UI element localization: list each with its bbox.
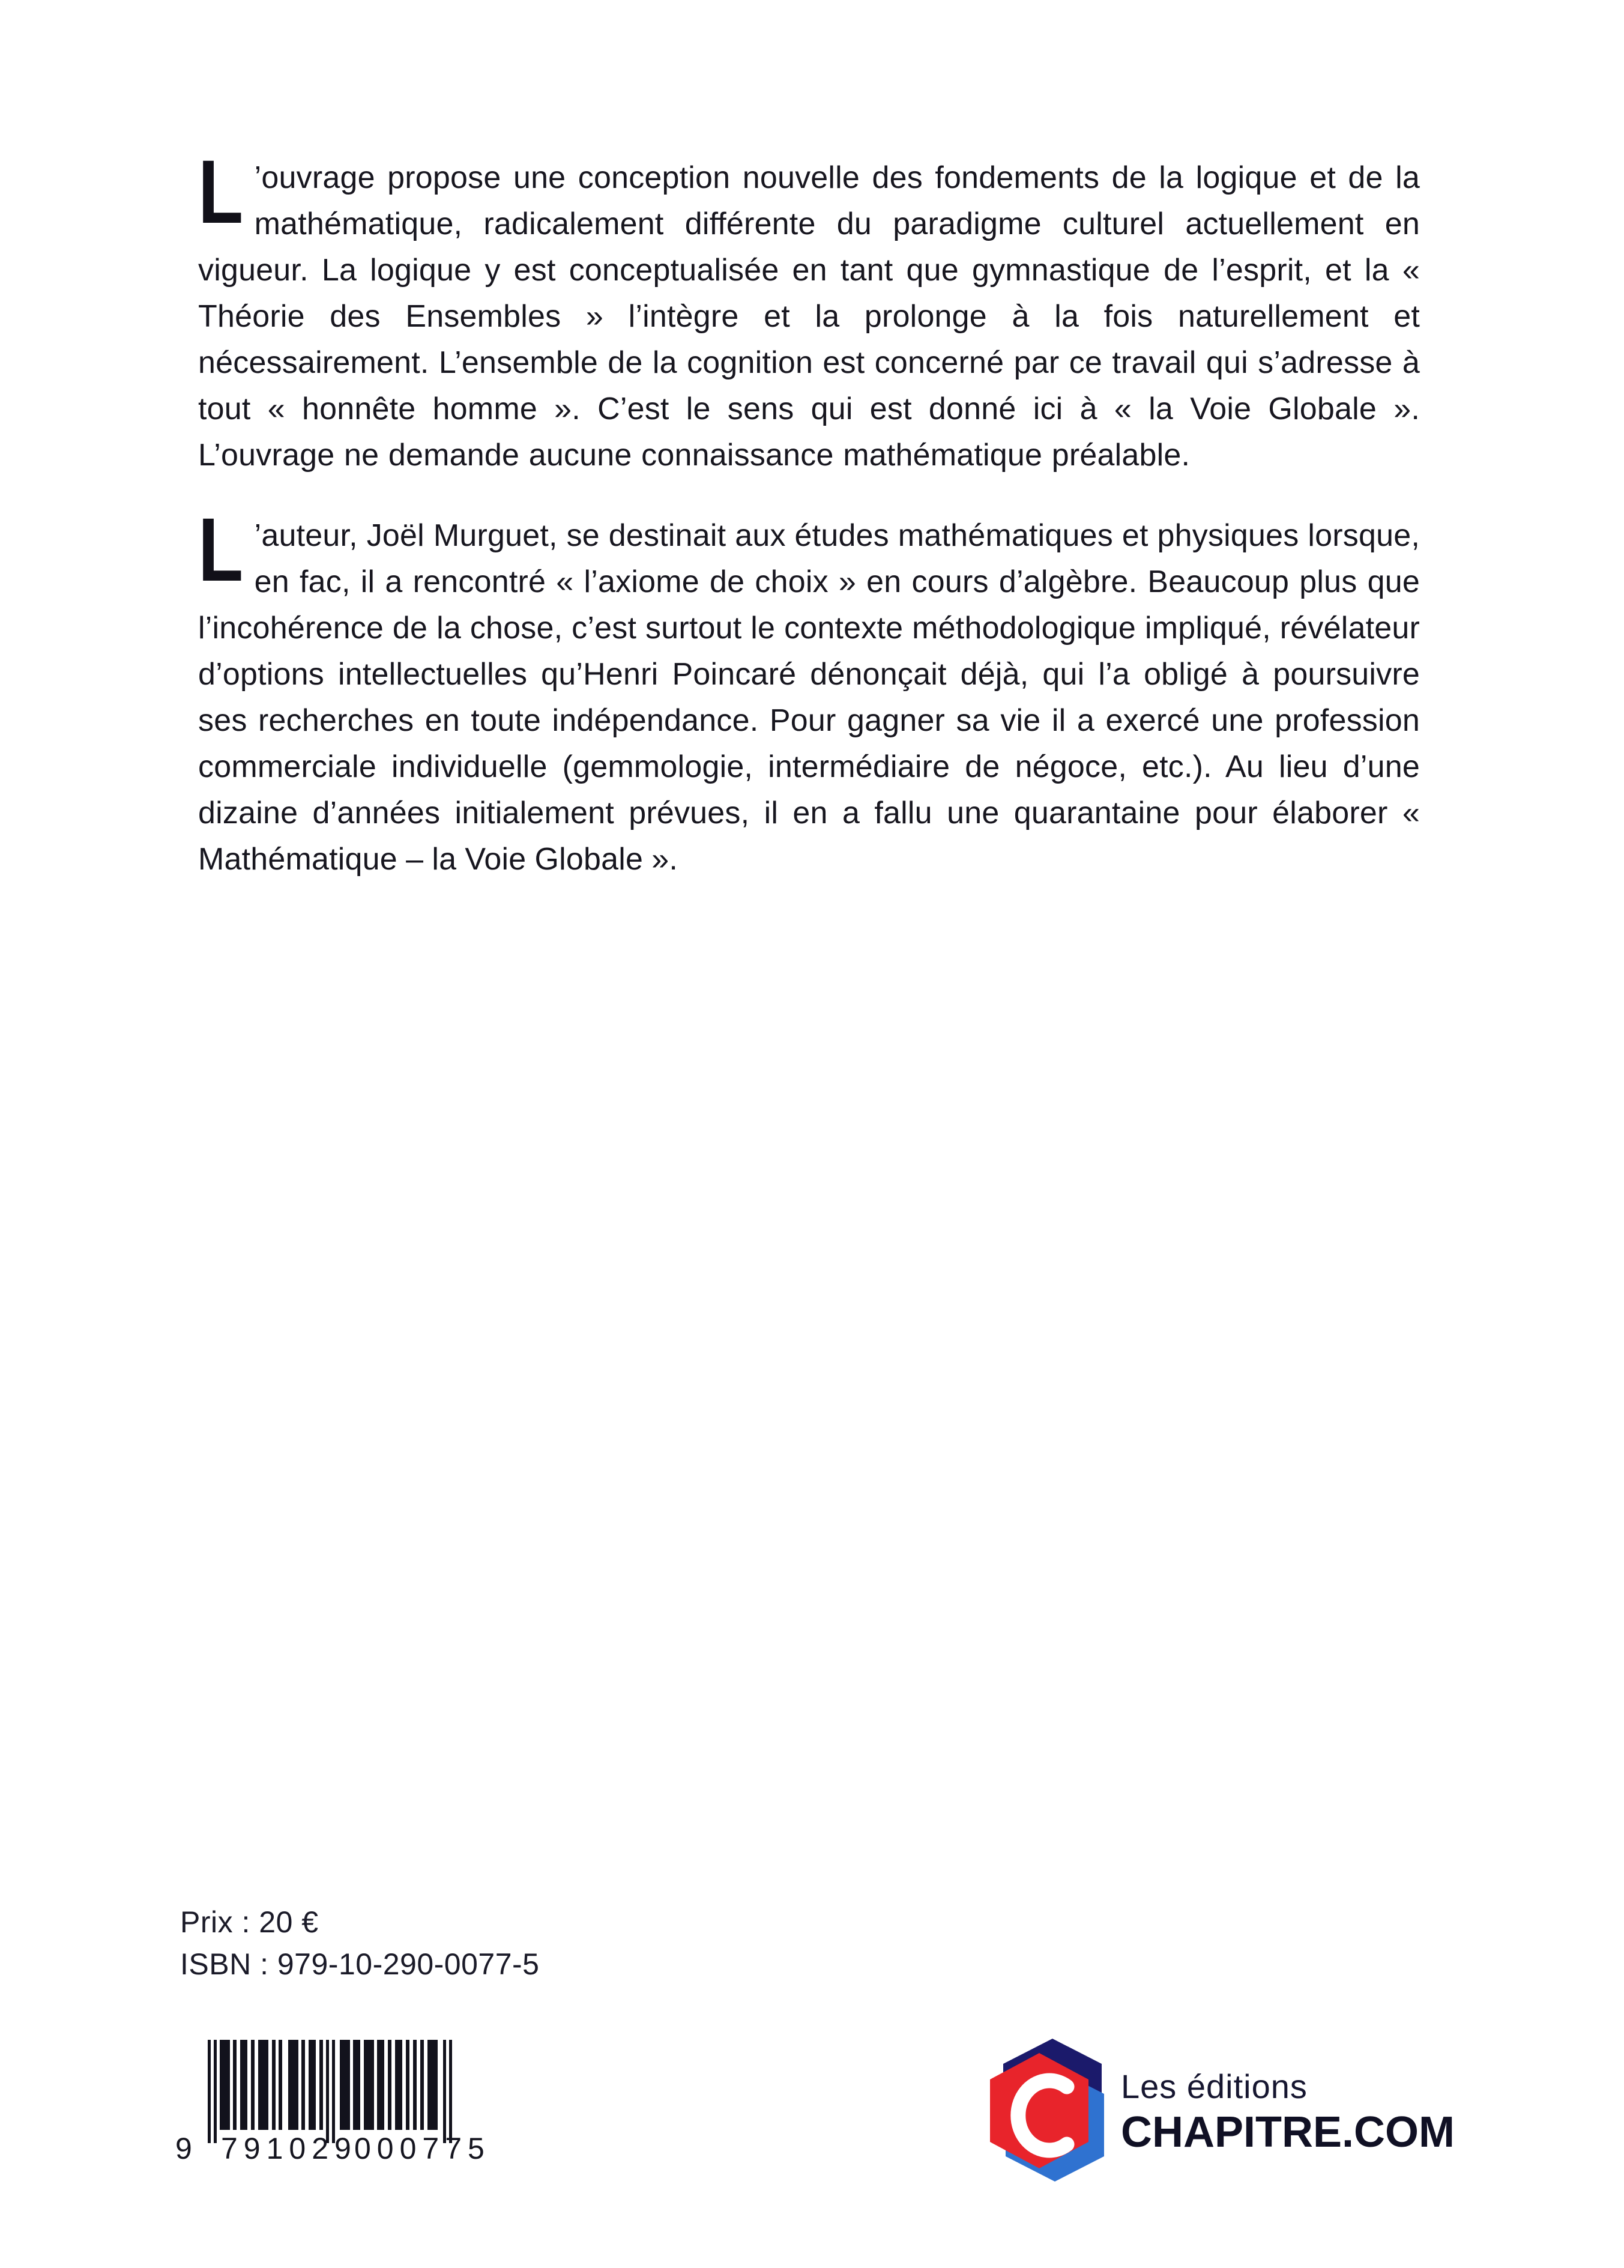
publisher-line-chapitre-com: CHAPITRE.COM	[1121, 2108, 1455, 2156]
barcode-digits	[174, 2130, 491, 2166]
publisher-line-les-editions: Les éditions	[1121, 2067, 1308, 2105]
price-isbn-block	[180, 1901, 539, 1985]
barcode-digit-group-3: 000775	[354, 2132, 491, 2165]
publisher-wordmark	[1121, 2067, 1455, 2156]
blurb-paragraph-author-text: ’auteur, Joël Murguet, se destinait aux études mathématiques et physiques lorsque, en fac, il a rencontré « l’axiome de choix » en cours d’algèbre. Beaucoup plus que l’incohérence de la chose, c’est surtout le contexte méthodologique impliqué, révélateur d’options intellectuelles qu’Henri Poincaré dénonçait déjà, qui l’a obligé à poursuivre ses recherches en toute indépendance. Pour gagner sa vie il a exercé une profession commerciale individuelle (gemmologie, intermédiaire de négoce, etc.). Au lieu d’une dizaine d’années initialement prévues, il en a fallu une quarantaine pour élaborer « Mathématique – la Voie Globale ».	[198, 518, 1420, 877]
chapitre-hexagon-logo-icon	[977, 2037, 1110, 2186]
isbn-line: ISBN : 979-10-290-0077-5	[180, 1947, 540, 1981]
dropcap-letter: L	[198, 141, 243, 242]
blurb-paragraph-author	[198, 499, 1420, 883]
publisher-logo	[977, 2037, 1455, 2186]
price-line: Prix : 20 €	[180, 1905, 319, 1939]
barcode-bars	[174, 2040, 456, 2143]
barcode-digit-group-2: 791029	[221, 2132, 357, 2165]
blurb-paragraph-book	[198, 141, 1420, 479]
blurb-paragraph-book-text: ’ouvrage propose une conception nouvelle des fondements de la logique et de la mathématique, radicalement différente du paradigme culturel actuellement en vigueur. La logique y est conceptualisée en tant que gymnastique de l’esprit, et la « Théorie des Ensembles » l’intègre et la prolonge à la fois naturellement et nécessairement. L’ensemble de la cognition est concerné par ce travail qui s’adresse à tout « honnête homme ». C’est le sens qui est donné ici à « la Voie Globale ». L’ouvrage ne demande aucune connaissance mathématique préalable.	[198, 160, 1420, 473]
blurb-text-block	[198, 141, 1420, 883]
barcode-digit-group-1: 9	[175, 2132, 193, 2165]
barcode	[174, 2040, 491, 2165]
hexagon-c-icon	[977, 2037, 1110, 2186]
dropcap-letter: L	[198, 499, 243, 600]
